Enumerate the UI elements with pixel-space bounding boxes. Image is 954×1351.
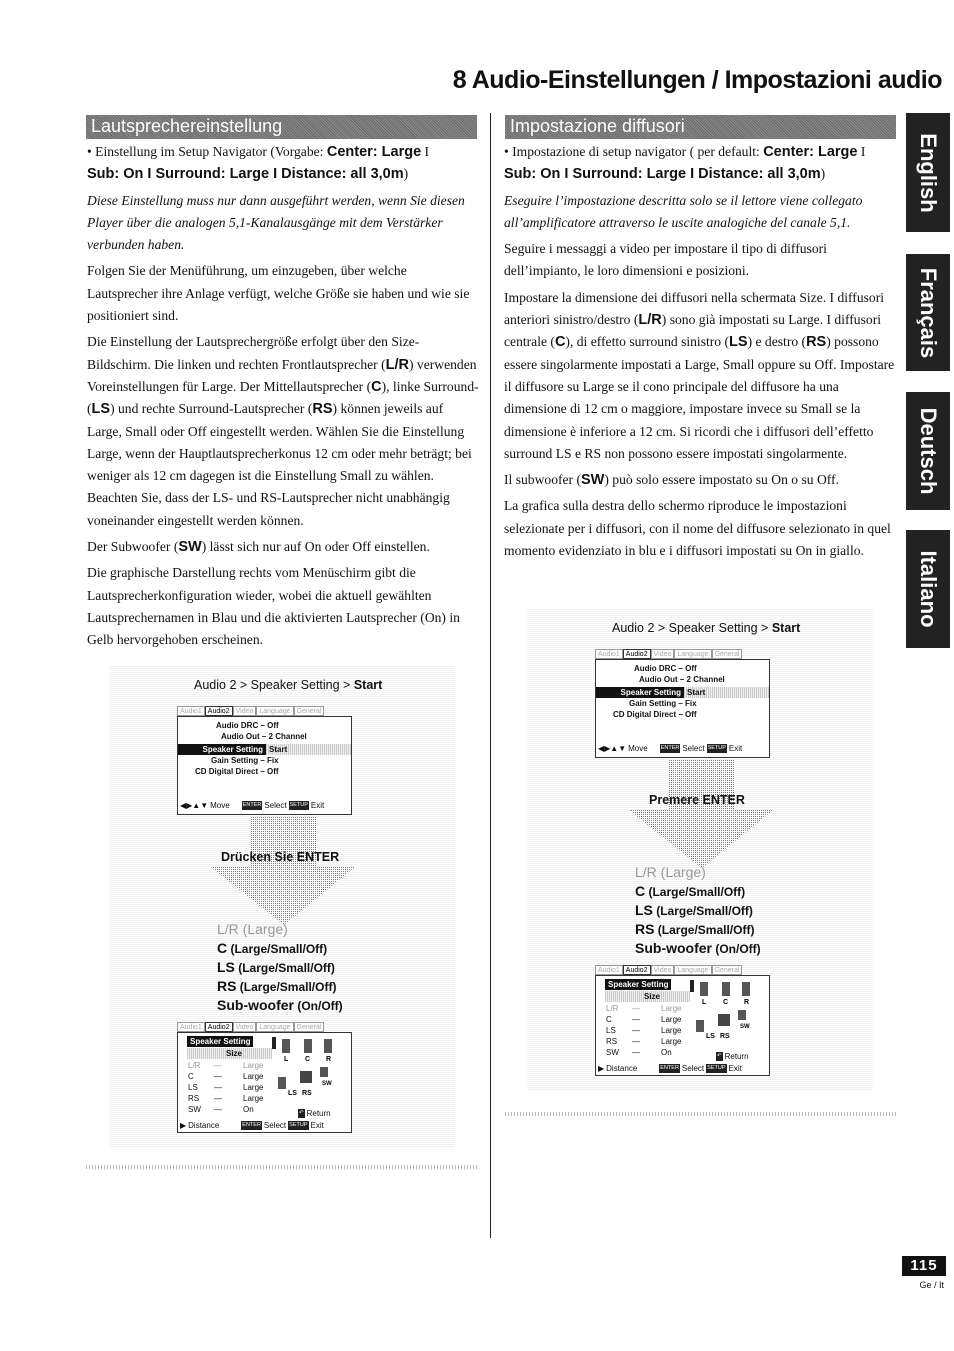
option-sw: Sub-woofer (On/Off) <box>217 997 343 1013</box>
setup-key-icon: SETUP <box>289 802 308 808</box>
spk-label-ls: LS <box>706 1033 715 1040</box>
size-label[interactable]: Size <box>226 1049 243 1058</box>
spk-label-sw: SW <box>740 1024 750 1030</box>
section-rule-it <box>505 1112 896 1116</box>
option-ls: LS (Large/Small/Off) <box>635 902 753 918</box>
menu-item-gain[interactable]: Gain Setting – Fix <box>211 756 279 765</box>
option-rs: RS (Large/Small/Off) <box>217 978 337 994</box>
menu-item-gain[interactable]: Gain Setting – Fix <box>629 699 697 708</box>
figure-it <box>527 608 873 1090</box>
tab-general[interactable]: General <box>294 706 325 716</box>
osd-footer-size-de: ▶ Distance ENTER Select SETUP Exit <box>180 1121 324 1130</box>
paragraph-de-2: Die Einstellung der Lautsprechergröße erfolgt über den Size-Bildschirm. Die linken und rechten Frontlautsprecher (L/R) verwenden Voreinstellungen für Large. Der Mittellautsprecher (C), linke Surround- (LS) und rechte Surround-Lautsprecher (RS) können jeweils auf Large, Small oder Off eingestellt werden. Wählen Sie die Einstellung Large, wenn der Hauptlautsprecherkonus 12 cm oder mehr beträgt; bei weniger als 12 cm dagegen ist die Einstellung Small zu wählen. Beachten Sie, dass der LS- und RS-Lautsprecher nicht unabhängig voneinander eingestellt werden können. <box>87 334 479 528</box>
osd-menu-de <box>177 716 352 815</box>
figure-de <box>109 665 455 1147</box>
tab-language[interactable]: Language <box>674 965 711 975</box>
arrow-label-de: Drücken Sie ENTER <box>221 850 340 864</box>
bullet-default-it: • Impostazione di setup navigator ( per default: Center: Large I Sub: On I Surround: Large I Distance: all 3,0m) <box>504 144 866 183</box>
setup-key-icon: SETUP <box>707 1065 726 1071</box>
speaker-layout-icon <box>272 1037 352 1107</box>
size-title: Speaker Setting <box>605 979 671 990</box>
play-arrow-icon: ▶ <box>180 1121 187 1130</box>
text-column-de <box>87 141 479 656</box>
menu-tabs-it <box>595 649 742 659</box>
tab-video[interactable]: Video <box>233 1022 257 1032</box>
lang-tab-italiano[interactable]: Italiano <box>906 530 950 648</box>
size-row-sw[interactable]: SW — On <box>188 1105 254 1114</box>
setup-key-icon: SETUP <box>707 745 726 751</box>
paragraph-it-4: La grafica sulla destra dello schermo riproduce le impostazioni selezionate per i diffusori, con il nome del diffusore selezionato in quel momento evidenziato in blu e i diffusori impostati su On in giallo. <box>504 498 891 559</box>
down-arrow-icon <box>627 760 775 870</box>
breadcrumb-de: Audio 2 > Speaker Setting > Start <box>194 678 383 692</box>
size-row-rs[interactable]: RS — Large <box>606 1037 682 1046</box>
size-row-ls[interactable]: LS — Large <box>606 1026 682 1035</box>
tab-audio1[interactable]: Audio1 <box>177 1022 205 1032</box>
tab-audio2[interactable]: Audio2 <box>205 1022 233 1032</box>
osd-footer-size-it: ▶ Distance ENTER Select SETUP Exit <box>598 1064 742 1073</box>
size-title: Speaker Setting <box>187 1036 253 1047</box>
option-sw: Sub-woofer (On/Off) <box>635 940 761 956</box>
size-row-sw[interactable]: SW — On <box>606 1048 672 1057</box>
tab-general[interactable]: General <box>712 965 743 975</box>
menu-item-drc[interactable]: Audio DRC – Off <box>634 664 697 673</box>
paragraph-de-1: Folgen Sie der Menüführung, um einzugeben, über welche Lautsprecher ihre Anlage verfügt, welche Größe sie haben und wie sie positioniert sind. <box>87 263 470 324</box>
arrows-icon: ◀▶▲▼ <box>180 801 209 810</box>
option-ls: LS (Large/Small/Off) <box>217 959 335 975</box>
menu-item-speaker-setting[interactable]: Speaker Setting <box>178 744 266 755</box>
setup-key-icon: SETUP <box>289 1122 308 1128</box>
page-number: 115 <box>902 1256 946 1276</box>
section-heading-de: Lautsprechereinstellung <box>86 115 477 139</box>
arrows-icon: ◀▶▲▼ <box>598 744 627 753</box>
enter-key-icon: ENTER <box>660 1065 679 1071</box>
lang-tab-deutsch[interactable]: Deutsch <box>906 392 950 510</box>
tab-audio2[interactable]: Audio2 <box>205 706 233 716</box>
spk-label-c: C <box>305 1056 311 1063</box>
osd-footer-it: ◀▶▲▼ Move ENTER Select SETUP Exit <box>598 744 743 753</box>
option-rs: RS (Large/Small/Off) <box>635 921 755 937</box>
return-hint[interactable]: ↶ Return <box>717 1052 749 1061</box>
size-row-rs[interactable]: RS — Large <box>188 1094 264 1103</box>
spk-label-rs: RS <box>302 1090 312 1097</box>
spk-label-r: R <box>326 1056 332 1063</box>
tab-language[interactable]: Language <box>674 649 711 659</box>
menu-tabs-de <box>177 706 324 716</box>
option-lr: L/R (Large) <box>635 864 706 880</box>
tab-video[interactable]: Video <box>651 649 675 659</box>
arrow-label-it: Premere ENTER <box>649 793 745 807</box>
menu-item-audio-out[interactable]: Audio Out – 2 Channel <box>639 675 725 684</box>
lang-tab-english[interactable]: English <box>906 113 950 232</box>
spk-label-ls: LS <box>288 1090 297 1097</box>
menu-value-start: Start <box>269 745 288 754</box>
size-row-lr[interactable]: L/R — Large <box>606 1004 682 1013</box>
tab-audio1[interactable]: Audio1 <box>177 706 205 716</box>
size-tabs-de <box>177 1022 324 1032</box>
lang-tab-francais[interactable]: Français <box>906 254 950 371</box>
bullet-default-de: • Einstellung im Setup Navigator (Vorgabe: Center: Large I Sub: On I Surround: Large I Distance: all 3,0m) <box>87 144 430 183</box>
spk-label-r: R <box>744 999 750 1006</box>
option-c: C (Large/Small/Off) <box>635 883 746 899</box>
size-row-c[interactable]: C — Large <box>606 1015 682 1024</box>
tab-general[interactable]: General <box>712 649 743 659</box>
menu-item-cd-direct[interactable]: CD Digital Direct – Off <box>613 710 697 719</box>
tab-language[interactable]: Language <box>256 1022 293 1032</box>
column-divider <box>490 113 491 1238</box>
option-c: C (Large/Small/Off) <box>217 940 328 956</box>
menu-value-start: Start <box>687 688 706 697</box>
paragraph-de-3: Der Subwoofer (SW) lässt sich nur auf On oder Off einstellen. <box>87 539 430 556</box>
note-italic-it: Eseguire l’impostazione descritta solo se il lettore viene collegato all’amplificatore attraverso le uscite analogiche del canale 5,1. <box>504 192 863 230</box>
menu-item-cd-direct[interactable]: CD Digital Direct – Off <box>195 767 279 776</box>
breadcrumb-it: Audio 2 > Speaker Setting > Start <box>612 621 801 635</box>
size-row-c[interactable]: C — Large <box>188 1072 264 1081</box>
section-rule-de <box>86 1165 477 1169</box>
tab-general[interactable]: General <box>294 1022 325 1032</box>
option-lr: L/R (Large) <box>217 921 288 937</box>
menu-item-speaker-setting[interactable]: Speaker Setting <box>596 687 684 698</box>
spk-label-rs: RS <box>720 1033 730 1040</box>
spk-label-l: L <box>702 999 707 1006</box>
speaker-layout-icon <box>690 980 770 1050</box>
enter-key-icon: ENTER <box>660 745 680 751</box>
page-language-code: Ge / It <box>919 1280 944 1290</box>
size-tabs-it <box>595 965 742 975</box>
down-arrow-icon <box>209 817 357 927</box>
tab-video[interactable]: Video <box>233 706 257 716</box>
page-title: 8 Audio-Einstellungen / Impostazioni audio <box>452 66 942 94</box>
menu-item-drc[interactable]: Audio DRC – Off <box>216 721 279 730</box>
osd-size-de <box>177 1032 352 1133</box>
spk-label-l: L <box>284 1056 289 1063</box>
paragraph-de-4: Die graphische Darstellung rechts vom Menüschirm gibt die Lautsprecherkonfiguration wieder, wobei die aktuell gewählten Lautsprechernamen in Blau und die aktivierten Lautsprecher (On) in Gelb hervorgehoben erscheinen. <box>87 565 460 648</box>
text-column-it <box>504 141 897 566</box>
tab-audio1[interactable]: Audio1 <box>595 965 623 975</box>
spk-label-c: C <box>723 999 729 1006</box>
size-row-ls[interactable]: LS — Large <box>188 1083 264 1092</box>
tab-audio2[interactable]: Audio2 <box>623 649 651 659</box>
size-label[interactable]: Size <box>644 992 661 1001</box>
tab-video[interactable]: Video <box>651 965 675 975</box>
size-row-lr[interactable]: L/R — Large <box>188 1061 264 1070</box>
osd-size-it <box>595 975 770 1076</box>
osd-menu-it <box>595 659 770 758</box>
play-arrow-icon: ▶ <box>598 1064 605 1073</box>
note-italic-de: Diese Einstellung muss nur dann ausgeführt werden, wenn Sie diesen Player über die analogen 5,1-Kanalausgänge mit dem Verstärker verbunden haben. <box>87 192 465 253</box>
spk-label-sw: SW <box>322 1081 332 1087</box>
paragraph-it-2: Impostare la dimensione dei diffusori nella schermata Size. I diffusori anteriori sinistro/destro (L/R) sono già impostati su Large. I diffusori centrale (C), di effetto surround sinistro (LS) e destro (RS) possono essere singolarmente impostati a Large, Small oppure su Off. Impostare il diffusore su Large se il cono principale del diffusore ha una dimensione di 12 cm o maggiore, impostare invece su Small se la dimensione è inferiore a 12 cm. Si ricordi che i diffusori dell’effetto surround LS e RS non possono essere impostati singolarmente. <box>504 289 895 461</box>
menu-item-audio-out[interactable]: Audio Out – 2 Channel <box>221 732 307 741</box>
return-key-icon: ↶ <box>717 1053 722 1059</box>
paragraph-it-3: Il subwoofer (SW) può solo essere impostato su On o su Off. <box>504 472 839 489</box>
enter-key-icon: ENTER <box>242 802 262 808</box>
tab-language[interactable]: Language <box>256 706 293 716</box>
return-key-icon: ↶ <box>299 1110 304 1116</box>
osd-footer-de: ◀▶▲▼ Move ENTER Select SETUP Exit <box>180 801 325 810</box>
return-hint[interactable]: ↶ Return <box>299 1109 331 1118</box>
paragraph-it-1: Seguire i messaggi a video per impostare il tipo di diffusori dell’impianto, le loro dimensioni e posizioni. <box>504 241 827 279</box>
tab-audio1[interactable]: Audio1 <box>595 649 623 659</box>
tab-audio2[interactable]: Audio2 <box>623 965 651 975</box>
enter-key-icon: ENTER <box>242 1122 261 1128</box>
section-heading-it: Impostazione diffusori <box>505 115 896 139</box>
